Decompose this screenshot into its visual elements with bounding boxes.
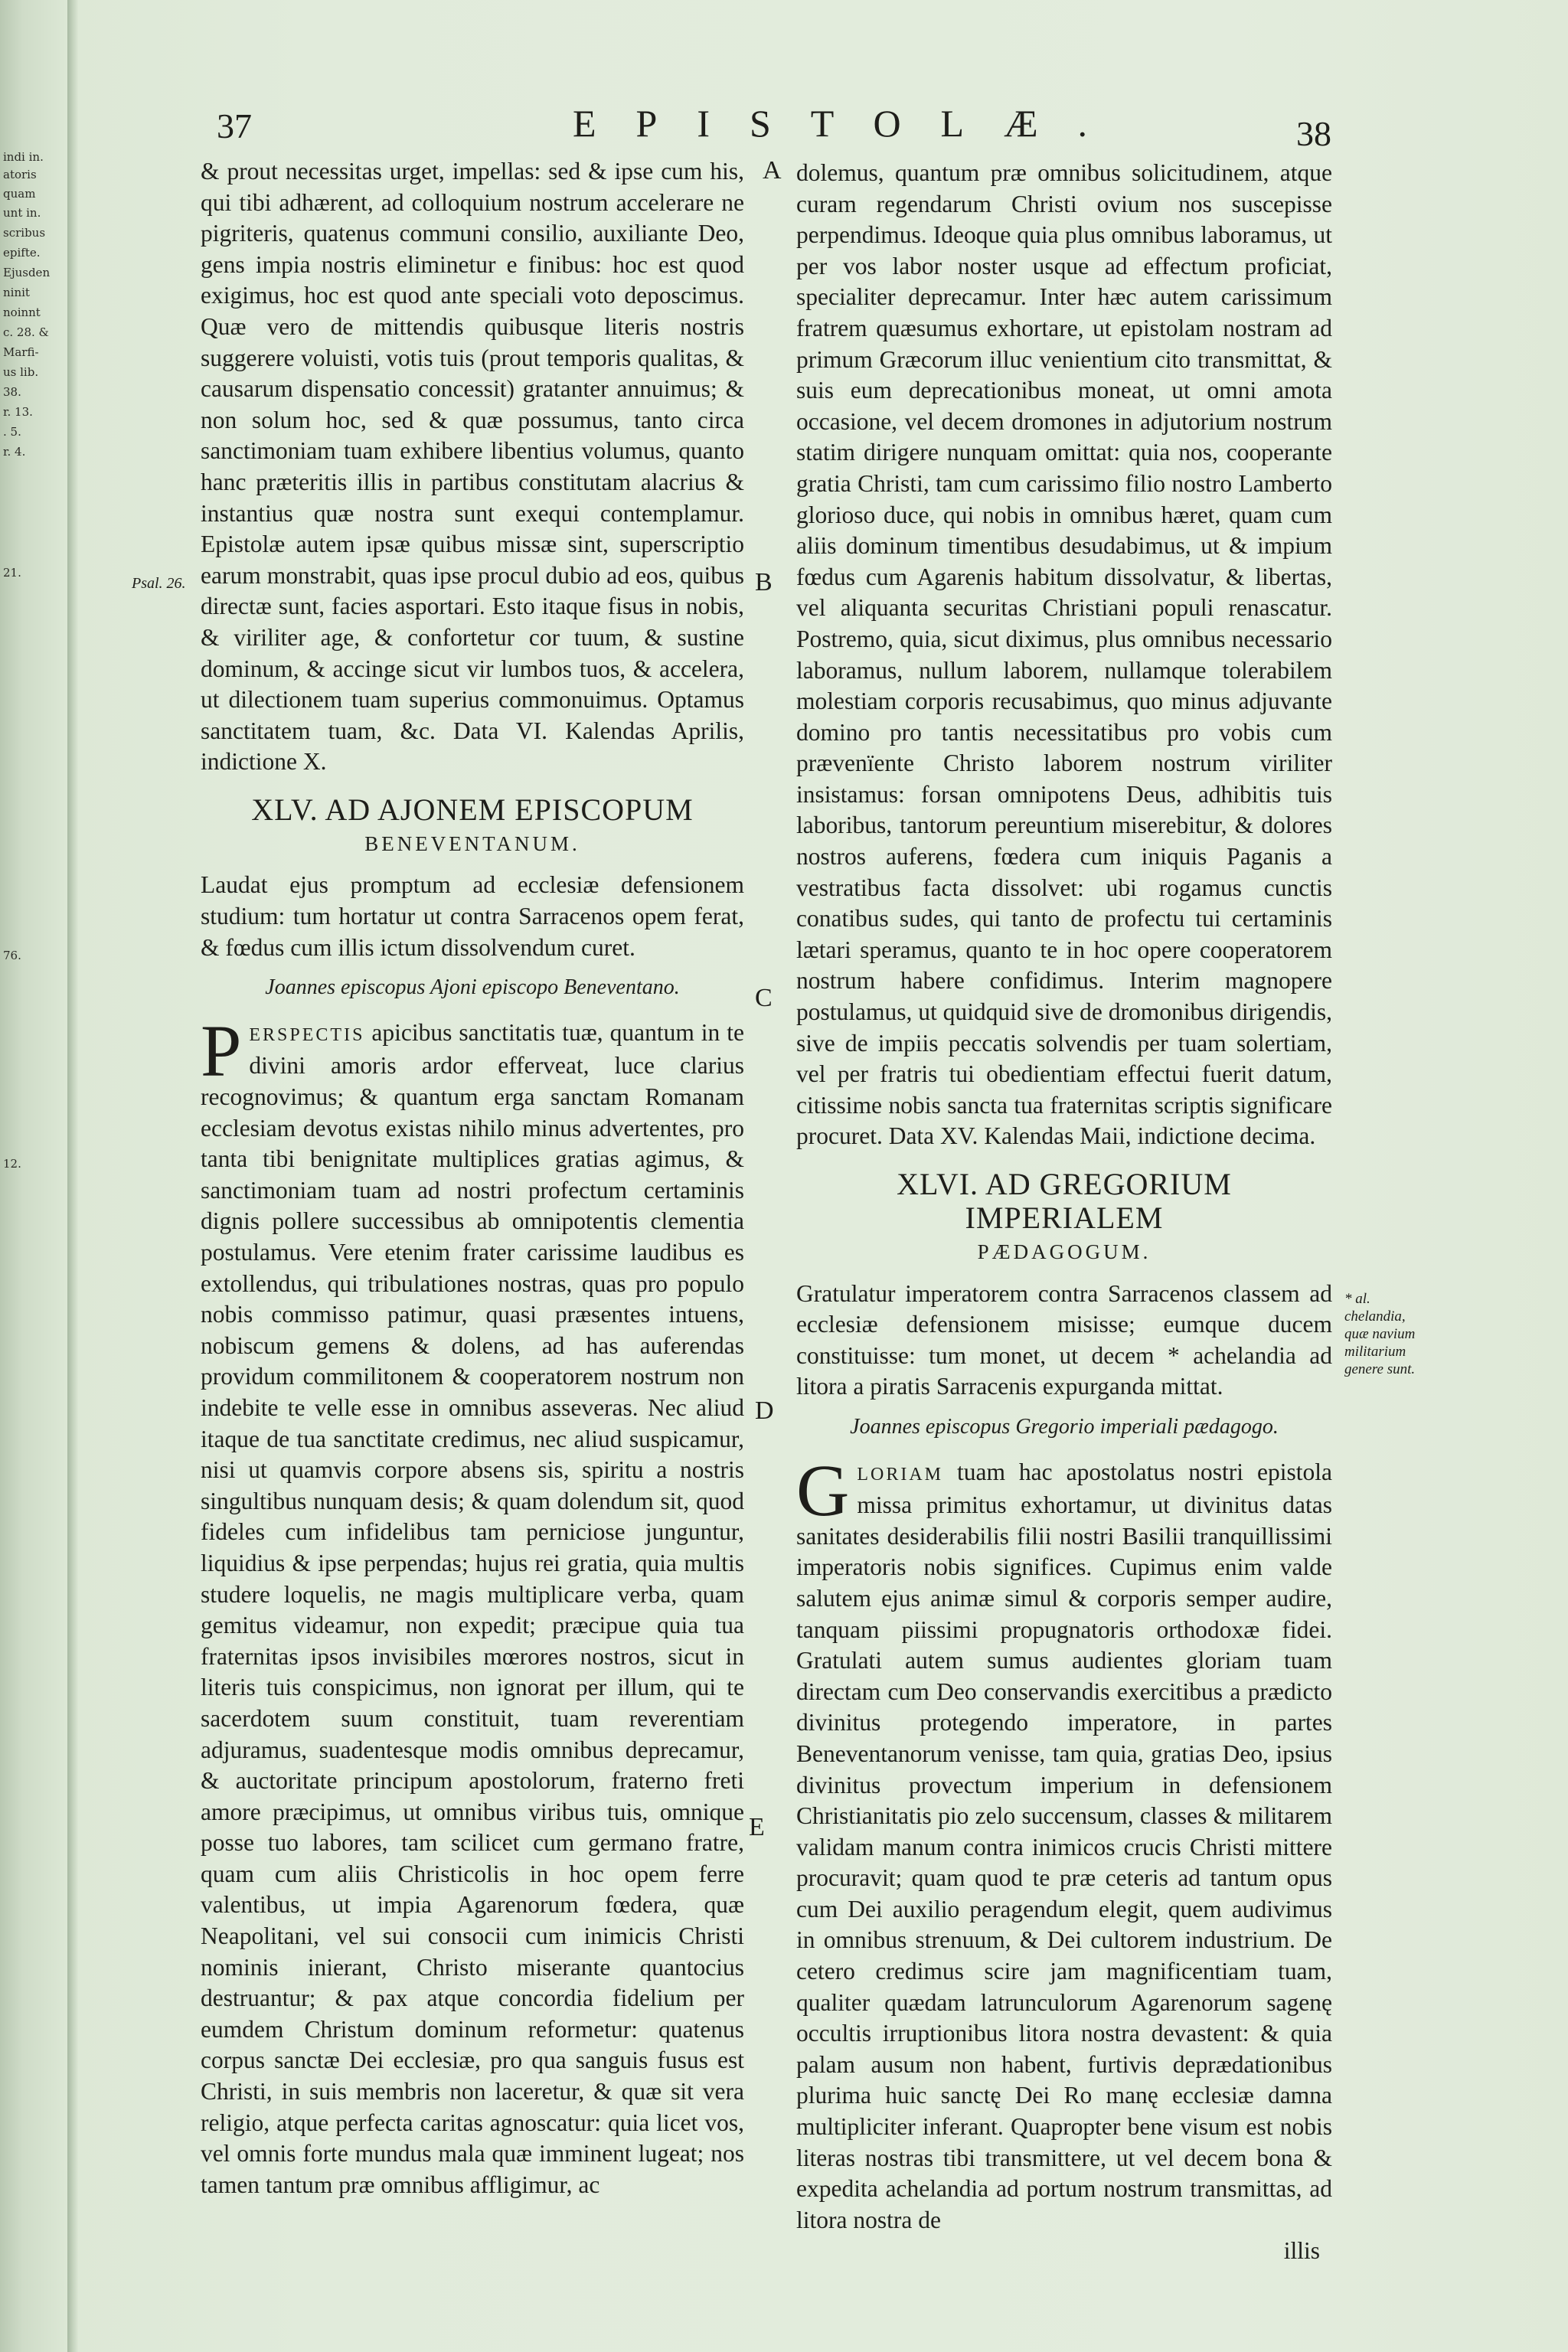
left-edge-fragment: noinnt bbox=[3, 305, 41, 319]
letter45-subheading: BENEVENTANUM. bbox=[364, 831, 580, 855]
left-edge-fragment: us lib. bbox=[3, 365, 39, 379]
left-edge-fragment: atoris bbox=[3, 168, 37, 181]
left-page-number: 37 bbox=[217, 106, 252, 145]
margin-letter-e: E bbox=[749, 1813, 765, 1841]
letter44-ending: & prout necessitas urget, impellas: sed & ipse cum his, qui tibi adhærent, ad colloquium nostrum accelerare ne pigriteris, quatenus communi consilio, auxiliante Deo, gens impia nostris eliminetur e finibus: hoc est quod exigimus, hoc est quod ante speciali voto deposcimus. Quæ vero de mittendis quibusque literis nostris suggerere voluisti, votis tuis (prout temporis qualitas, & causarum dispensatio concessit) gratanter annuimus; & non solum hoc, sed & quæ possumus, tanto circa sanctimoniam tuam exhibere libentius volumus, quanto hanc præteritis illis in partibus constitutam alacrius & instantius quæ nostra sunt exequi contemplamur. Epistolæ autem ipsæ quibus missæ sint, superscriptio earum monstrabit, quas ipse procul dubio ad eos, quibus directæ sunt, facies asportari. Esto itaque fisus in nobis, & viriliter age, & confortetur cor tuum, & sustine dominum, & accinge sicut vir lumbos tuos, & accelera, ut dilectionem tuam superius commonuimus. Optamus sanctitatem tuam, &c. Data VI. Kalendas Aprilis, indictione X. bbox=[201, 158, 744, 776]
left-edge-fragment: ninit bbox=[3, 286, 30, 299]
left-edge-fragment: indi in. bbox=[3, 150, 44, 164]
letter46-heading: XLVI. AD GREGORIUM IMPERIALEM bbox=[897, 1167, 1232, 1235]
left-column bbox=[201, 156, 744, 2200]
left-edge-fragment: 38. bbox=[3, 385, 21, 399]
left-edge-fragment: Marfi- bbox=[3, 345, 39, 359]
left-edge-fragment: epifte. bbox=[3, 246, 41, 260]
margin-note-chelandia: * al. chelandia, quæ navium militarium genere sunt. bbox=[1344, 1291, 1416, 1377]
letter46-first-word: LORIAM bbox=[857, 1464, 943, 1485]
letter46-subheading: PÆDAGOGUM. bbox=[977, 1240, 1152, 1263]
left-edge-fragment: r. 13. bbox=[3, 405, 33, 419]
left-edge-fragment: quam bbox=[3, 187, 36, 201]
left-edge-fragment: Ejusden bbox=[3, 266, 51, 279]
margin-note-psalm: Psal. 26. bbox=[132, 575, 186, 592]
margin-letter-d: D bbox=[755, 1396, 774, 1425]
letter45-body-text: apicibus sanctitatis tuæ, quantum in te divini amoris ardor efferveat, luce clarius recognovimus; & quantum erga sanctam Romanam ecclesiam devotus existas nihilo minus advertentes, pro tanta tibi benignitate multiplices gratias agimus, & sanctimoniam tuam ad nostri profectum certaminis dignis pollere successibus ab omnipotentis clementia postulamus. Vere etenim frater carissime laudibus es extollendus, qui tribulationes nostras, quas pro populo nobis commisso patimur, quasi præsentes intuens, nobiscum gemens & dolens, ad has auferendas providum commilitonem & cooperatorem nostrum non indebite te velle esse in omnibus asseveras. Nec aliud itaque de tua sanctitate credimus, nec aliud suspicamur, nisi ut quamvis corpore absens sis, spiritu a nostris singultibus nunquam desis; & quam dolendum sit, quod fideles cum infidelibus tam perniciose junguntur, liquidius & ipse perpendas; hujus rei gratia, quia multis studere loquelis, ne magis multiplicare verba, quam gemitus videamur, non expedit; præcipue quia tua fraternitas ipsos invisibiles mœrores nostros, sicut in literis tuis conspicimus, non ignorat per illum, qui te sacerdotem suum constituit, tuam reverentiam adjuramus, suadentesque modis omnibus deprecamur, & auctoritate principum apostolorum, fraterno freti amore præcipimus, ut omnibus viribus tuis, omnique posse tuo labores, tam scilicet cum germano fratre, quam cum aliis Christicolis in hoc opem ferre valentibus, ut impia Agarenorum fœdera, quæ Neapolitani, vel sui consocii cum inimicis Christi nominis inierant, Christo miserante quantocius destruantur; & pax atque concordia fidelium per eumdem Christum dominum reformetur: quatenus corpus sanctæ Dei ecclesiæ, pro qua sanguis fusus est Christi, in suis membris non laceretur, & quæ sit vera religio, atque perfecta caritas agnoscatur: quia licet vos, vel omnis forte mundus mala quæ imminent lugeat; nos tamen tantum præ omnibus affligimur, ac bbox=[201, 1018, 744, 2198]
left-edge-fragment: c. 28. & bbox=[3, 325, 49, 339]
right-column bbox=[796, 158, 1332, 2267]
letter45-summary: Laudat ejus promptum ad ecclesiæ defensionem studium: tum hortatur ut contra Sarracenos opem ferat, & fœdus cum illis ictum dissolvendum curet. bbox=[201, 871, 744, 961]
letter45-continuation: dolemus, quantum præ omnibus solicitudinem, atque curam regendarum Christi ovium nos suscepisse perpendimus. Ideoque quia plus omnibus laboramus, ut per vos labor noster usque ad effectum proficiat, specialiter deprecamur. Inter hæc autem carissimum fratrem quæsumus exhortare, ut epistolam nostram ad primum Græcorum illuc venientium cito transmittat, & suis eum deprecationibus moneat, ut omni amota occasione, vel decem dromones in adjutorium nostrum statim dirigere nunquam omittat: quia nos, cooperante gratia Christi, tam cum carissimo filio nostro Lamberto glorioso duce, qui nobis in omnibus hæret, quam cum aliis dominum timentibus desudabimus, ut & impium fœdus cum Agarenis habitum dissolvatur, & libertas, vel aliquanta securitas Christiani populi renascatur. Postremo, quia, sicut diximus, plus omnibus necessario laboramus, nullum laborem, nullamque tolerabilem molestiam corporis recusabimus, quo minus adjuvante domino pro tantis necessitatibus pro vobis cum prævenïente Christo laborem nostrum viriliter insistamus: forsan omnipotens Deus, adhibitis tuis laboribus, tantorum pereuntium miserebitur, & dolores nostros auferens, fœdera cum iniquis Paganis a vestratibus facta dissolvet: ubi rogamus cunctis conatibus sudes, qui tanto de profectu tui certaminis lætari speramus, quanto te in hoc opere cooperatorem nostrum habere confidimus. Interim magnopere postulamus, ut quidquid sive de dromonibus dirigendis, sive de impiis peccatis solvendis per tuam solertiam, vel per fratris tui obedientiam effectui fuerit datum, citissime nobis sancta tua fraternitas scriptis significare procuret. Data XV. Kalendas Maii, indictione decima. bbox=[796, 159, 1332, 1150]
left-edge-fragment: scribus bbox=[3, 226, 46, 240]
left-edge-fragment: 76. bbox=[3, 949, 21, 962]
letter46-body-text: tuam hac apostolatus nostri epistola missa primitus exhortamur, ut divinitus datas sanitates desiderabilis filii nostri Basilii tranquillissimi imperatoris nobis significes. Cupimus enim valde salutem ejus animæ simul & corporis semper audire, tanquam piissimi propugnatoris orthodoxæ fidei. Gratulati autem sumus audientes gloriam tuam directam cum Deo conservandis exercitibus a prædicto divinitus protegendo imperatore, in partes Beneventanorum venisse, tam quia, gratias Deo, ipsius divinitus provectum imperium in defensionem Christianitatis pio zelo succensum, classes & militarem validam manum contra inimicos crucis Christi mittere procuravit; quam quod te præ ceteris ad tantum opus cum Dei auxilio peragendum elegit, quem audivimus in omnibus strenuum, & Dei cultorem industrium. De cetero credimus scire jam magnificentiam tuam, qualiter quædam latrunculorum Agarenorum sagenę occultis irruptionibus litora nostra devastent: & quia palam ausum non habent, furtivis deprædationibus plurima huic sanctę Dei Ro manę ecclesiæ damna multipliciter inferant. Quapropter bene visum est nobis literas nostras tibi transmittere, ut vel decem bona & expedita achelandia ad portum nostrum transmittas, ad litora nostra de bbox=[796, 1458, 1332, 2233]
page-fold bbox=[67, 0, 78, 2352]
letter46-body bbox=[796, 1449, 1332, 2236]
letter45-first-word: ERSPECTIS bbox=[249, 1024, 365, 1045]
letter45-body bbox=[201, 1009, 744, 2201]
right-page-number: 38 bbox=[1296, 114, 1331, 153]
running-title: EPISTOLÆ. bbox=[573, 102, 1128, 145]
drop-cap-p: P bbox=[201, 1009, 242, 1092]
drop-cap-g: G bbox=[796, 1449, 850, 1531]
left-edge-fragment: . 5. bbox=[3, 425, 21, 439]
margin-letter-c: C bbox=[755, 984, 773, 1012]
letter46-summary: Gratulatur imperatorem contra Sarracenos classem ad ecclesiæ defensionem misisse; eumque ducem constituisse: tum monet, ut decem * achelandia ad litora a piratis Sarracenis expurganda mittat. bbox=[796, 1279, 1332, 1400]
letter45-heading: XLV. AD AJONEM EPISCOPUM bbox=[251, 792, 694, 827]
left-edge-fragment: r. 4. bbox=[3, 445, 26, 459]
left-edge-fragment: unt in. bbox=[3, 206, 41, 220]
letter46-address: Joannes episcopus Gregorio imperiali pædagogo. bbox=[850, 1414, 1279, 1439]
margin-letter-a: A bbox=[763, 156, 782, 185]
left-edge-fragment: 21. bbox=[3, 566, 21, 580]
letter45-address: Joannes episcopus Ajoni episcopo Beneventano. bbox=[265, 975, 680, 1000]
margin-letter-b: B bbox=[755, 568, 773, 596]
left-edge-fragment: 12. bbox=[3, 1157, 21, 1171]
catchword: illis bbox=[1283, 2237, 1320, 2265]
